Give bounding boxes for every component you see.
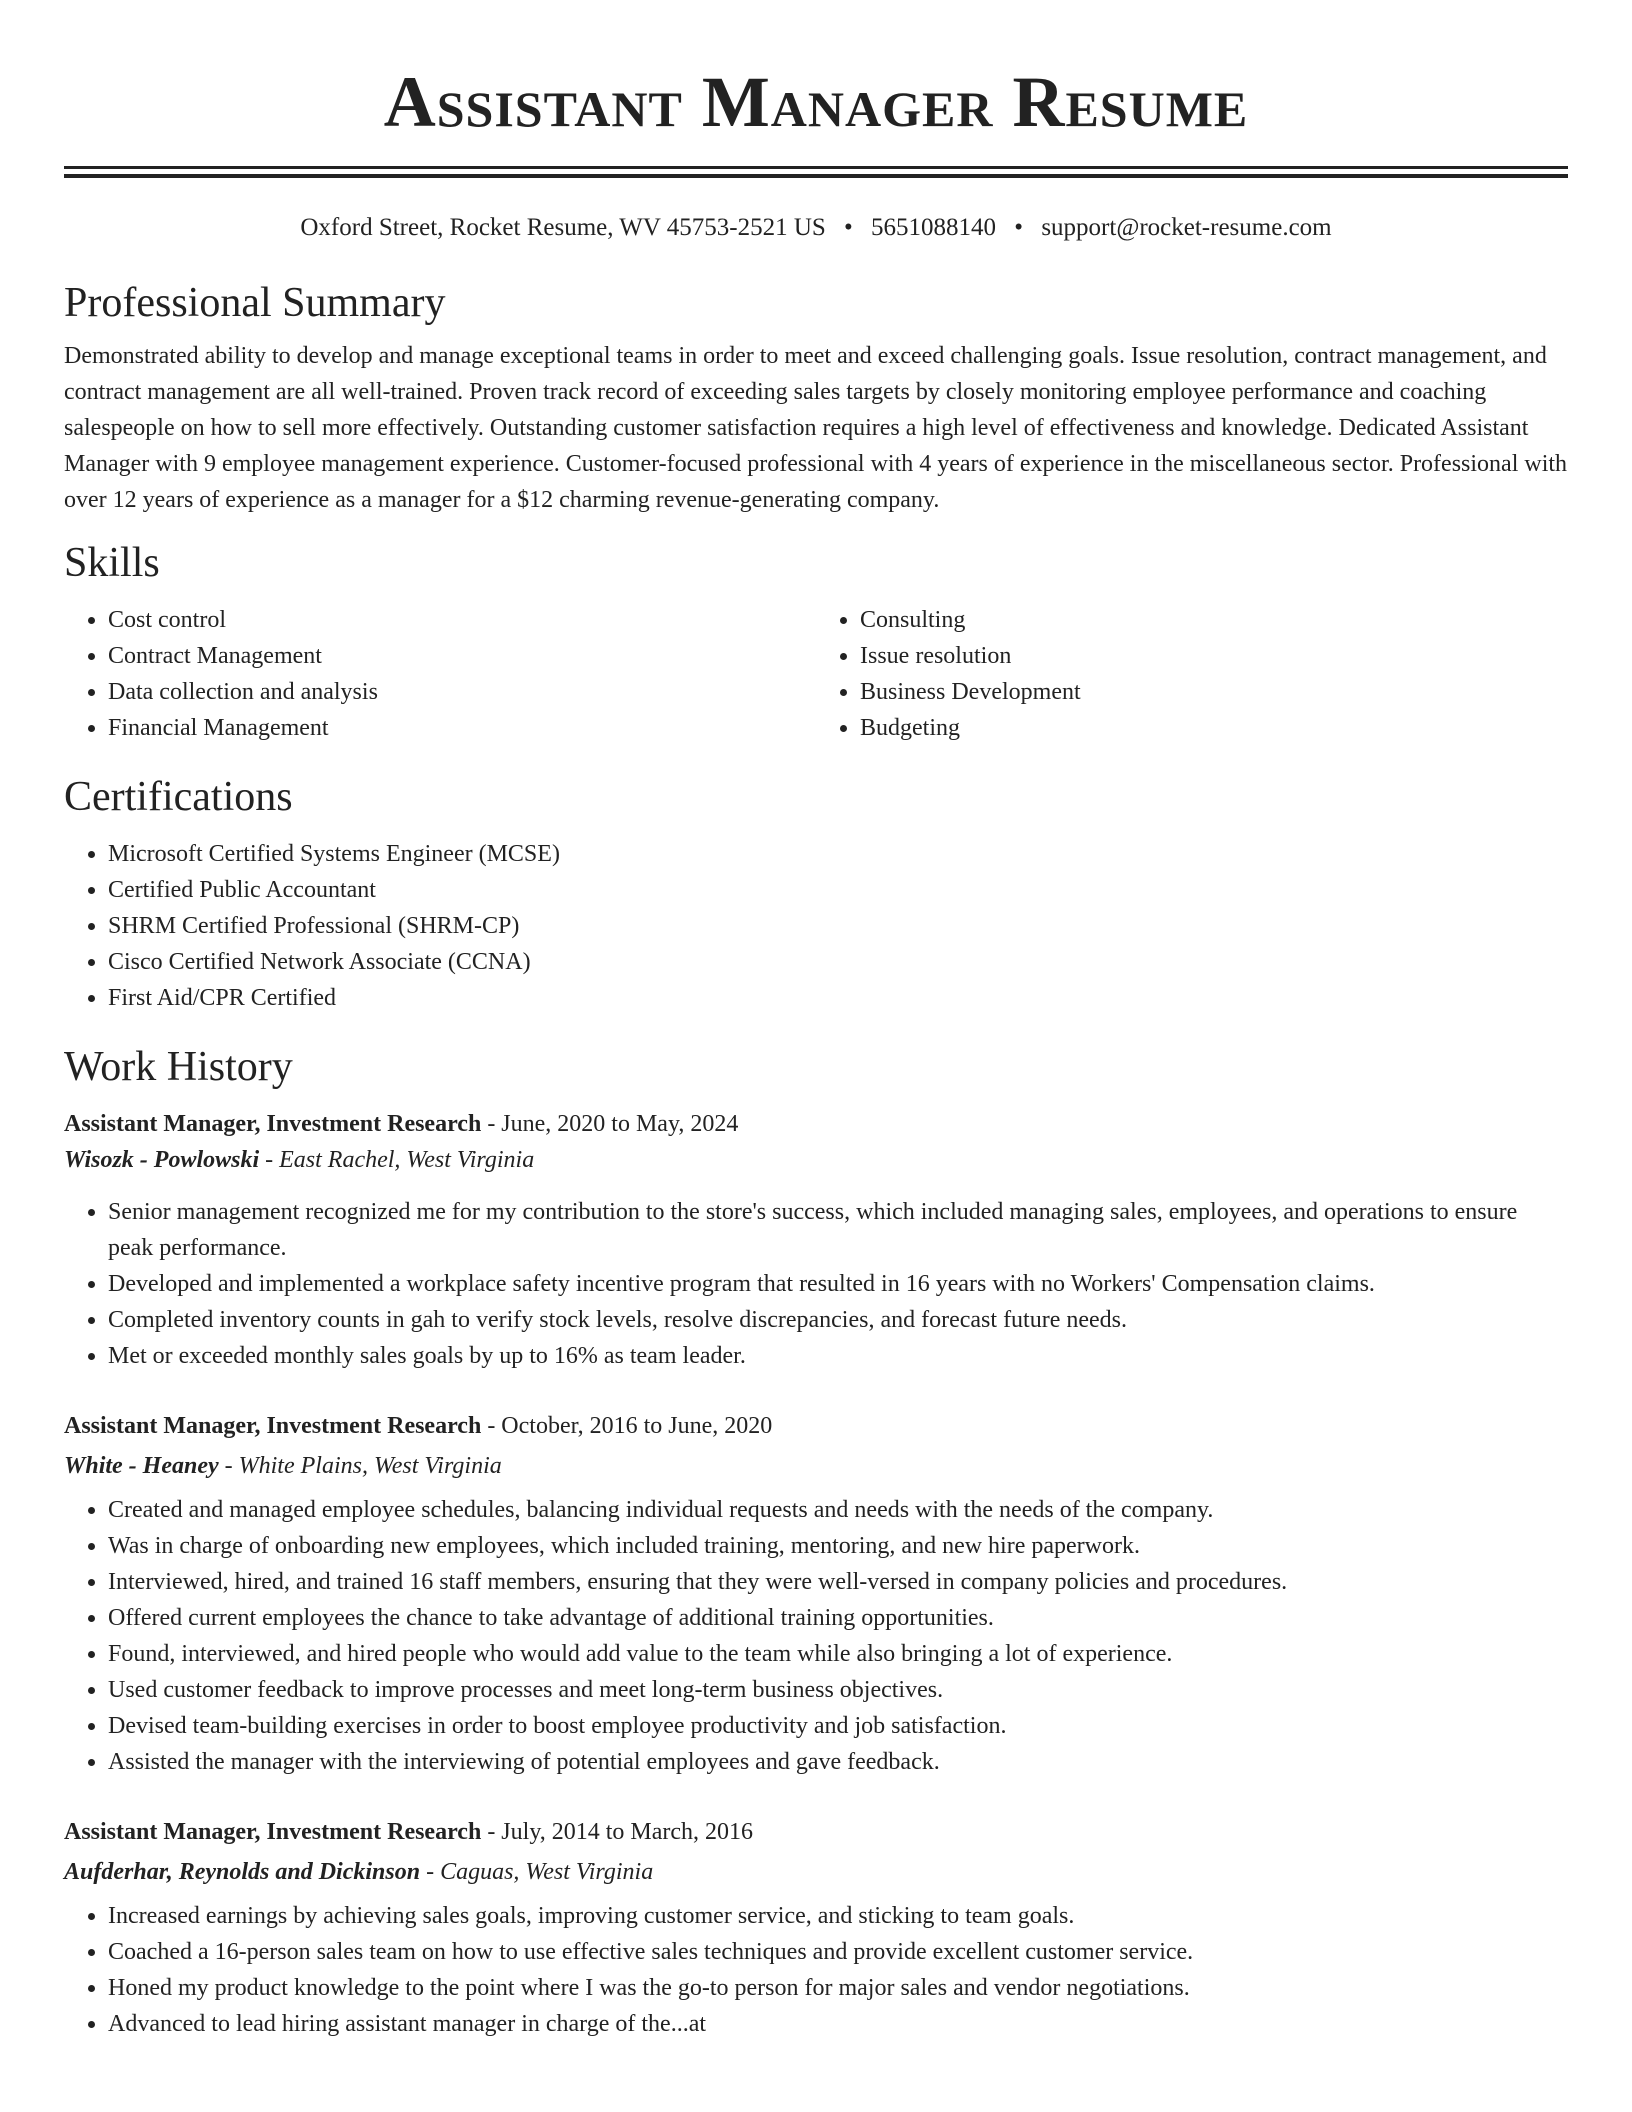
job-bullet: • Found, interviewed, and hired people who would add value to the team while also bringing a lot of experience. bbox=[108, 1636, 1568, 1672]
job-bullet: • Devised team-building exercises in order to boost employee productivity and job satisfaction. bbox=[108, 1708, 1568, 1744]
job-entry bbox=[64, 1814, 1568, 2042]
skill-item: • Consulting bbox=[860, 602, 1568, 638]
job-title: Assistant Manager, Investment Research bbox=[64, 1413, 482, 1439]
job-company: Aufderhar, Reynolds and Dickinson bbox=[64, 1859, 421, 1885]
contact-line bbox=[64, 212, 1568, 244]
job-title: Assistant Manager, Investment Research bbox=[64, 1111, 482, 1137]
job-dates: - October, 2016 to June, 2020 bbox=[481, 1413, 773, 1439]
skills-column-left bbox=[64, 602, 816, 746]
job-entry bbox=[64, 1106, 1568, 1374]
job-bullet: • Was in charge of onboarding new employees, which included training, mentoring, and new hire paperwork. bbox=[108, 1528, 1568, 1564]
work-history-heading: Work History bbox=[64, 1044, 293, 1090]
skill-item: • Business Development bbox=[860, 674, 1568, 710]
job-location: - White Plains, West Virginia bbox=[218, 1453, 502, 1479]
job-employer bbox=[64, 1854, 1568, 1890]
job-heading bbox=[64, 1814, 1568, 1850]
job-entry bbox=[64, 1408, 1568, 1780]
job-location: - Caguas, West Virginia bbox=[420, 1859, 654, 1885]
job-company: White - Heaney bbox=[64, 1453, 219, 1479]
job-bullet: • Honed my product knowledge to the point where I was the go-to person for major sales and vendor negotiations. bbox=[108, 1970, 1568, 2006]
job-dates: - June, 2020 to May, 2024 bbox=[481, 1111, 739, 1137]
job-heading bbox=[64, 1106, 1568, 1142]
certification-item: • First Aid/CPR Certified bbox=[108, 980, 1568, 1016]
certifications-list bbox=[64, 836, 1568, 1016]
title-divider bbox=[64, 166, 1568, 178]
contact-separator: • bbox=[1014, 214, 1024, 241]
job-bullet: • Increased earnings by achieving sales goals, improving customer service, and sticking to team goals. bbox=[108, 1898, 1568, 1934]
job-bullet: • Used customer feedback to improve processes and meet long-term business objectives. bbox=[108, 1672, 1568, 1708]
skill-item: • Cost control bbox=[108, 602, 816, 638]
certification-item: • Microsoft Certified Systems Engineer (MCSE) bbox=[108, 836, 1568, 872]
job-bullet: • Offered current employees the chance to take advantage of additional training opportunities. bbox=[108, 1600, 1568, 1636]
skill-item: • Budgeting bbox=[860, 710, 1568, 746]
job-bullet: • Completed inventory counts in gah to verify stock levels, resolve discrepancies, and forecast future needs. bbox=[108, 1302, 1568, 1338]
job-bullet: • Coached a 16-person sales team on how to use effective sales techniques and provide excellent customer service. bbox=[108, 1934, 1568, 1970]
skills-column-right bbox=[816, 602, 1568, 746]
summary-heading: Professional Summary bbox=[64, 280, 446, 326]
job-bullet: • Interviewed, hired, and trained 16 staff members, ensuring that they were well-versed in company policies and procedures. bbox=[108, 1564, 1568, 1600]
job-location: - East Rachel, West Virginia bbox=[259, 1147, 535, 1173]
contact-address: Oxford Street, Rocket Resume, WV 45753-2521 US bbox=[300, 214, 826, 241]
job-dates: - July, 2014 to March, 2016 bbox=[481, 1819, 754, 1845]
certification-item: • SHRM Certified Professional (SHRM-CP) bbox=[108, 908, 1568, 944]
contact-separator: • bbox=[844, 214, 853, 241]
job-employer bbox=[64, 1448, 1568, 1484]
skill-item: • Contract Management bbox=[108, 638, 816, 674]
summary-text: Demonstrated ability to develop and manage exceptional teams in order to meet and exceed challenging goals. Issue resolution, contract management, and contract management are all well-trained. Proven track record of exceeding sales targets by closely monitoring employee performance and coaching salespeople on how to sell more effectively. Outstanding customer satisfaction requires a high level of effectiveness and knowledge. Dedicated Assistant Manager with 9 employee management experience. Customer-focused professional with 4 years of experience in the miscellaneous sector. Professional with over 12 years of experience as a manager for a $12 charming revenue-generating company. bbox=[64, 343, 1568, 513]
resume-title: Assistant Manager Resume bbox=[383, 62, 1249, 142]
contact-email[interactable]: support@rocket-resume.com bbox=[1041, 214, 1332, 241]
job-bullet: • Met or exceeded monthly sales goals by up to 16% as team leader. bbox=[108, 1338, 1568, 1374]
job-bullets bbox=[64, 1898, 1568, 2042]
certification-item: • Cisco Certified Network Associate (CCNA) bbox=[108, 944, 1568, 980]
job-bullet: • Advanced to lead hiring assistant manager in charge of the...at bbox=[108, 2006, 1568, 2042]
skills-heading: Skills bbox=[64, 540, 160, 586]
job-bullet: • Senior management recognized me for my contribution to the store's success, which included managing sales, employees, and operations to ensure peak performance. bbox=[108, 1194, 1568, 1266]
skill-item: • Financial Management bbox=[108, 710, 816, 746]
job-title: Assistant Manager, Investment Research bbox=[64, 1819, 482, 1845]
job-bullet: • Developed and implemented a workplace safety incentive program that resulted in 16 years with no Workers' Compensation claims. bbox=[108, 1266, 1568, 1302]
contact-phone: 5651088140 bbox=[871, 214, 997, 241]
job-bullet: • Assisted the manager with the interviewing of potential employees and gave feedback. bbox=[108, 1744, 1568, 1780]
skill-item: • Data collection and analysis bbox=[108, 674, 816, 710]
job-bullets bbox=[64, 1492, 1568, 1780]
certifications-heading: Certifications bbox=[64, 774, 293, 820]
certification-item: • Certified Public Accountant bbox=[108, 872, 1568, 908]
job-heading bbox=[64, 1408, 1568, 1444]
job-bullets bbox=[64, 1194, 1568, 1374]
job-employer bbox=[64, 1142, 1568, 1178]
job-bullet: • Created and managed employee schedules, balancing individual requests and needs with the needs of the company. bbox=[108, 1492, 1568, 1528]
skills-list bbox=[64, 602, 1568, 746]
skill-item: • Issue resolution bbox=[860, 638, 1568, 674]
job-company: Wisozk - Powlowski bbox=[64, 1147, 260, 1173]
